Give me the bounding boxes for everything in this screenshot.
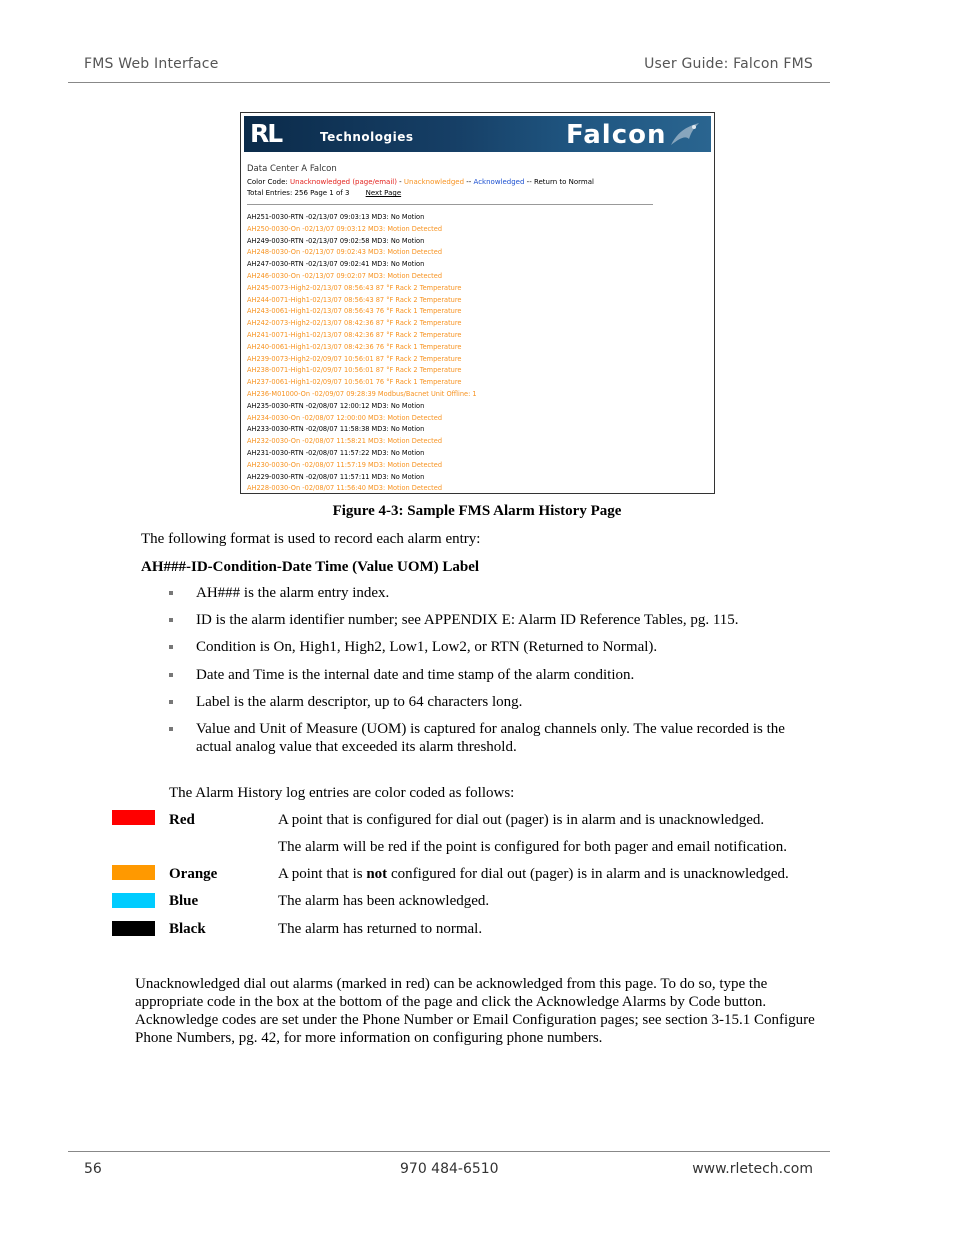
screenshot-divider	[247, 204, 653, 205]
format-heading: AH###-ID-Condition-Date Time (Value UOM) Label	[141, 559, 480, 575]
list-item	[168, 720, 808, 756]
falcon-bird-icon	[667, 119, 703, 149]
alarm-entry: AH251-0030-RTN -02/13/07 09:03:13 MD3: No Motion	[247, 213, 425, 221]
list-item	[168, 666, 808, 684]
red-description: A point that is configured for dial out (pager) is in alarm and is unacknowledged.	[278, 812, 765, 828]
legend-sep: -	[396, 178, 404, 186]
orange-description-emphasis: not	[366, 866, 388, 882]
alarm-entry: AH239-0073-High2-02/09/07 10:56:01 87 °F Rack 2 Temperature	[247, 354, 462, 363]
footer-phone: 970 484-6510	[400, 1161, 499, 1177]
alarm-entry: AH238-0071-High1-02/09/07 10:56:01 87 °F Rack 2 Temperature	[247, 366, 462, 375]
black-description: The alarm has returned to normal.	[278, 921, 483, 937]
alarm-entry: AH244-0071-High1-02/13/07 08:56:43 87 °F Rack 2 Temperature	[247, 295, 462, 304]
color-code-intro: The Alarm History log entries are color coded as follows:	[169, 785, 515, 801]
orange-description-part: configured for dial out (pager) is in alarm and is unacknowledged.	[387, 866, 789, 882]
alarm-entry: AH237-0061-High1-02/09/07 10:56:01 76 °F Rack 1 Temperature	[247, 378, 462, 387]
legend-sep: --	[464, 178, 474, 186]
list-item	[168, 693, 808, 711]
page-number: 56	[84, 1161, 102, 1177]
falcon-logo: Falcon	[566, 120, 667, 150]
orange-label: Orange	[169, 866, 218, 882]
bullet-square-icon	[169, 645, 173, 649]
running-header-right: User Guide: Falcon FMS	[644, 56, 813, 72]
next-page-link[interactable]: Next Page	[365, 189, 402, 197]
legend-orange: Unacknowledged	[403, 178, 465, 186]
total-entries: Total Entries: 256 Page 1 of 3	[247, 189, 350, 197]
alarm-entry: AH235-0030-RTN -02/08/07 12:00:12 MD3: No Motion	[247, 401, 425, 410]
list-item	[168, 584, 808, 602]
figure-caption: Figure 4-3: Sample FMS Alarm History Page	[332, 503, 622, 519]
legend-black: Return to Normal	[533, 178, 594, 186]
alarm-entry: AH229-0030-RTN -02/08/07 11:57:11 MD3: No Motion	[247, 472, 425, 481]
bullet-square-icon	[169, 727, 173, 731]
blue-label: Blue	[169, 893, 199, 909]
black-label: Black	[169, 921, 206, 937]
alarm-entry: AH247-0030-RTN -02/13/07 09:02:41 MD3: No Motion	[247, 260, 425, 269]
footer-rule	[68, 1151, 830, 1152]
alarm-entry: AH232-0030-On -02/08/07 11:58:21 MD3: Motion Detected	[247, 437, 442, 446]
list-item	[168, 611, 808, 629]
blue-swatch	[112, 893, 155, 908]
color-code-legend	[247, 178, 594, 186]
format-intro: The following format is used to record each alarm entry:	[141, 531, 481, 547]
bullet-square-icon	[169, 700, 173, 704]
alarm-entry: AH236-M01000-On -02/09/07 09:28:39 Modbus/Bacnet Unit Offline: 1	[247, 389, 477, 398]
list-item-text: Date and Time is the internal date and time stamp of the alarm condition.	[196, 667, 635, 683]
falcon-banner	[244, 116, 711, 152]
legend-red: Unacknowledged (page/email)	[290, 178, 397, 186]
list-item-text: Label is the alarm descriptor, up to 64 characters long.	[196, 694, 523, 710]
format-field-list	[168, 584, 808, 756]
list-item-text: Value and Unit of Measure (UOM) is captured for analog channels only. The value recorded is the actual analog value that exceeded its alarm threshold.	[196, 721, 785, 755]
alarm-history-screenshot	[240, 112, 715, 494]
alarm-entry: AH246-0030-On -02/13/07 09:02:07 MD3: Motion Detected	[247, 271, 442, 280]
red-label: Red	[169, 812, 195, 828]
orange-description-part: A point that is	[278, 866, 367, 882]
alarm-entry: AH233-0030-RTN -02/08/07 11:58:38 MD3: No Motion	[247, 425, 425, 434]
alarm-entry: AH234-0030-On -02/08/07 12:00:00 MD3: Motion Detected	[247, 413, 442, 422]
bullet-square-icon	[169, 673, 173, 677]
alarm-entry: AH241-0071-High1-02/13/07 08:42:36 87 °F Rack 2 Temperature	[247, 330, 462, 339]
orange-description	[278, 866, 789, 883]
total-entries-line	[247, 189, 401, 197]
alarm-entry-list	[247, 212, 477, 494]
red-swatch	[112, 810, 155, 825]
acknowledge-paragraph: Unacknowledged dial out alarms (marked in red) can be acknowledged from this page. To do so, type the appropriate code in the box at the bottom of the page and click the Acknowledge Alarms by Code button. Acknowledge codes are set under the Phone Number or Email Configuration pages; see section 3-15.1 Configure Phone Numbers, pg. 42, for more information on configuring phone numbers.	[135, 976, 815, 1046]
bullet-square-icon	[169, 618, 173, 622]
list-item-text: ID is the alarm identifier number; see APPENDIX E: Alarm ID Reference Tables, pg. 115.	[196, 612, 739, 628]
alarm-entry: AH231-0030-RTN -02/08/07 11:57:22 MD3: No Motion	[247, 448, 425, 457]
running-header-left: FMS Web Interface	[84, 56, 219, 72]
list-item	[168, 638, 808, 656]
alarm-entry: AH243-0061-High1-02/13/07 08:56:43 76 °F Rack 1 Temperature	[247, 307, 462, 316]
alarm-entry: AH248-0030-On -02/13/07 09:02:43 MD3: Motion Detected	[247, 248, 442, 257]
bullet-square-icon	[169, 591, 173, 595]
rle-logo: RL	[250, 119, 282, 148]
header-rule	[68, 82, 830, 83]
alarm-entry: AH242-0073-High2-02/13/07 08:42:36 87 °F Rack 2 Temperature	[247, 319, 462, 328]
orange-swatch	[112, 865, 155, 880]
legend-blue: Acknowledged	[473, 178, 525, 186]
blue-description: The alarm has been acknowledged.	[278, 893, 490, 909]
footer-website: www.rletech.com	[692, 1161, 813, 1177]
site-title: Data Center A Falcon	[247, 164, 337, 174]
alarm-entry: AH250-0030-On -02/13/07 09:03:12 MD3: Motion Detected	[247, 224, 442, 233]
red-description-extra: The alarm will be red if the point is configured for both pager and email notification.	[278, 839, 788, 855]
alarm-entry: AH249-0030-RTN -02/13/07 09:02:58 MD3: No Motion	[247, 236, 425, 245]
list-item-text: Condition is On, High1, High2, Low1, Low2, or RTN (Returned to Normal).	[196, 639, 658, 655]
alarm-entry: AH228-0030-On -02/08/07 11:56:40 MD3: Motion Detected	[247, 484, 442, 493]
alarm-entry: AH240-0061-High1-02/13/07 08:42:36 76 °F Rack 1 Temperature	[247, 342, 462, 351]
alarm-entry: AH230-0030-On -02/08/07 11:57:19 MD3: Motion Detected	[247, 460, 442, 469]
black-swatch	[112, 921, 155, 936]
list-item-text: AH### is the alarm entry index.	[196, 585, 390, 601]
alarm-entry: AH245-0073-High2-02/13/07 08:56:43 87 °F Rack 2 Temperature	[247, 283, 462, 292]
rle-technologies-wordmark: Technologies	[320, 130, 414, 144]
legend-sep: --	[524, 178, 534, 186]
color-code-label: Color Code:	[247, 178, 288, 186]
